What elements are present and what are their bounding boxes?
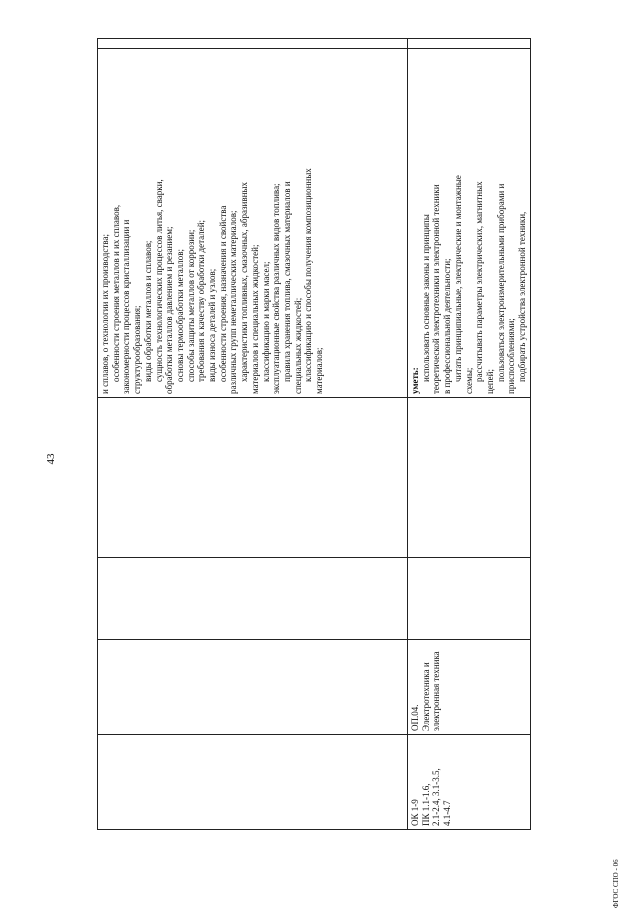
knowledge-line: характеристики топливных, смазочных, абразивных [239,182,250,382]
pk-codes: 4.1-4.7 [442,800,453,826]
empty-cell [98,39,408,49]
footer-code: ФГОС СПО - 06 [612,859,620,908]
knowledge-line: различных групп неметаллических материалов; [228,210,239,394]
knowledge-line: виды обработки металлов и сплавов; [142,240,153,382]
knowledge-line: классификацию и марки масел; [260,261,271,382]
knowledge-line: особенности строения, назначения и свойства [217,205,228,382]
knowledge-cell [98,49,408,398]
pk-codes: ПК 1.1-1.6, [420,783,431,826]
knowledge-line: материалов и специальных жидкостей; [249,244,260,394]
discipline-name: Электротехника и [420,662,431,731]
pk-codes: 2.1-2.4, 3.1-3.5, [431,768,442,826]
skills-line: пользоваться электроизмерительными приборами и [495,183,506,382]
knowledge-line: закономерности процессов кристаллизации и [121,219,132,394]
curriculum-table [97,38,531,830]
knowledge-line: правила хранения топлива, смазочных материалов и [281,181,292,382]
competency-cell [98,735,408,830]
knowledge-line: структурообразования; [132,305,143,394]
skills-line: схемы; [463,367,474,394]
knowledge-line: основы термообработки металлов; [174,248,185,382]
table-row [408,39,531,830]
knowledge-line: классификацию и способы получения композиционных [303,168,314,382]
knowledge-line: и сплавов, о технологии их производства; [100,234,110,394]
empty-cell [408,398,531,558]
knowledge-line: материалов; [314,347,325,394]
knowledge-line: виды износа деталей и узлов; [207,268,218,382]
empty-cell [98,558,408,640]
knowledge-line: обработки металлов давлением и резанием; [164,226,175,394]
knowledge-line: требования к качеству обработки деталей; [196,219,207,382]
knowledge-line: способы защиты металлов от коррозии; [185,229,196,382]
knowledge-line: сущность технологических процессов литья, сварки, [153,179,164,382]
empty-cell [98,398,408,558]
page-number: 43 [45,453,57,465]
skills-line: в профессиональной деятельности; [442,258,453,394]
competency-cell [408,735,531,830]
empty-cell [408,558,531,640]
knowledge-line: особенности строения металлов и их сплавов, [110,204,121,382]
skills-cell [408,49,531,398]
skills-line: рассчитывать параметры электрических, магнитных [474,181,485,382]
discipline-name: электронная техника [431,651,442,731]
discipline-code: ОП.04. [410,704,420,731]
skills-line: приспособлениями; [506,318,517,394]
skills-line: теоретической электротехники и электронной техники [431,184,442,394]
skills-line: цепей; [484,369,495,394]
skills-line: подбирать устройства электронной техники, [517,211,528,382]
discipline-cell [98,640,408,735]
discipline-cell [408,640,531,735]
knowledge-line: специальных жидкостей; [292,297,303,394]
skills-line: читать принципиальные, электрические и монтажные [452,175,463,382]
skills-line: использовать основные законы и принципы [420,214,431,382]
empty-cell [408,39,531,49]
table-row [98,39,408,830]
knowledge-line: эксплуатационные свойства различных видов топлива; [271,183,282,394]
ok-codes: ОК 1-9 [410,799,420,826]
rotated-table-container [97,38,528,830]
skills-label: уметь: [410,367,420,394]
